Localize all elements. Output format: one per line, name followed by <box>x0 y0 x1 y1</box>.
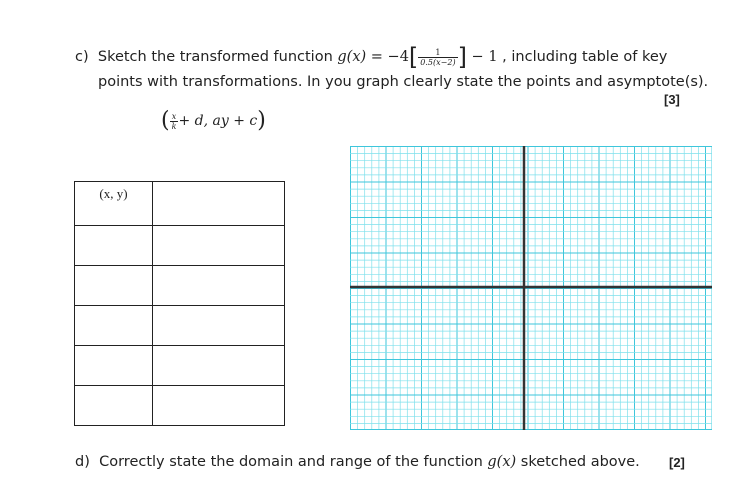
marks-c: [3] <box>664 92 680 107</box>
mapping-denominator: k <box>171 121 177 131</box>
coefficient: = −4 <box>366 49 409 65</box>
fraction-denominator: 0.5(x−2) <box>420 57 456 67</box>
table-cell[interactable] <box>75 306 153 346</box>
question-c-line2: points with transformations. In you graph clearly state the points and asymptote(s). <box>98 74 709 90</box>
table-cell[interactable] <box>153 266 285 306</box>
marks-d: [2] <box>669 455 685 470</box>
table-row <box>75 182 285 226</box>
question-d-text: Correctly state the domain and range of the function <box>99 454 488 470</box>
table-cell[interactable] <box>75 226 153 266</box>
mapping-rest: + d, ay + c <box>178 113 258 129</box>
question-d <box>75 452 640 472</box>
table-cell[interactable] <box>75 346 153 386</box>
paren-open: ( <box>161 108 170 133</box>
table-cell[interactable] <box>75 386 153 426</box>
question-d-label: d) <box>75 454 90 470</box>
function-name: g(x) <box>337 49 367 65</box>
question-c-line1 <box>75 43 668 71</box>
inner-fraction <box>418 48 457 67</box>
table-row <box>75 306 285 346</box>
table-header-xy: (x, y) <box>75 182 153 226</box>
question-c-text: Sketch the transformed function <box>97 49 338 65</box>
vertical-shift: − 1 <box>466 49 498 65</box>
question-d-text-end: sketched above. <box>516 454 640 470</box>
fraction-numerator: 1 <box>418 48 457 58</box>
function-name-d: g(x) <box>487 454 517 470</box>
table-cell[interactable] <box>153 182 285 226</box>
graph-paper[interactable] <box>350 146 712 430</box>
table-row <box>75 346 285 386</box>
mapping-numerator: x <box>170 112 179 122</box>
table-cell[interactable] <box>153 226 285 266</box>
mapping-rule <box>161 108 266 133</box>
table-cell[interactable] <box>153 306 285 346</box>
table-row <box>75 266 285 306</box>
paren-close: ) <box>257 108 266 133</box>
table-row <box>75 226 285 266</box>
table-cell[interactable] <box>75 266 153 306</box>
table-row <box>75 386 285 426</box>
left-bracket: [ <box>408 43 419 71</box>
table-cell[interactable] <box>153 346 285 386</box>
question-c-text-end: , including table of key <box>497 49 668 65</box>
question-c-label: c) <box>75 49 89 65</box>
right-bracket: ] <box>457 43 467 71</box>
key-points-table <box>74 181 285 426</box>
table-cell[interactable] <box>153 386 285 426</box>
